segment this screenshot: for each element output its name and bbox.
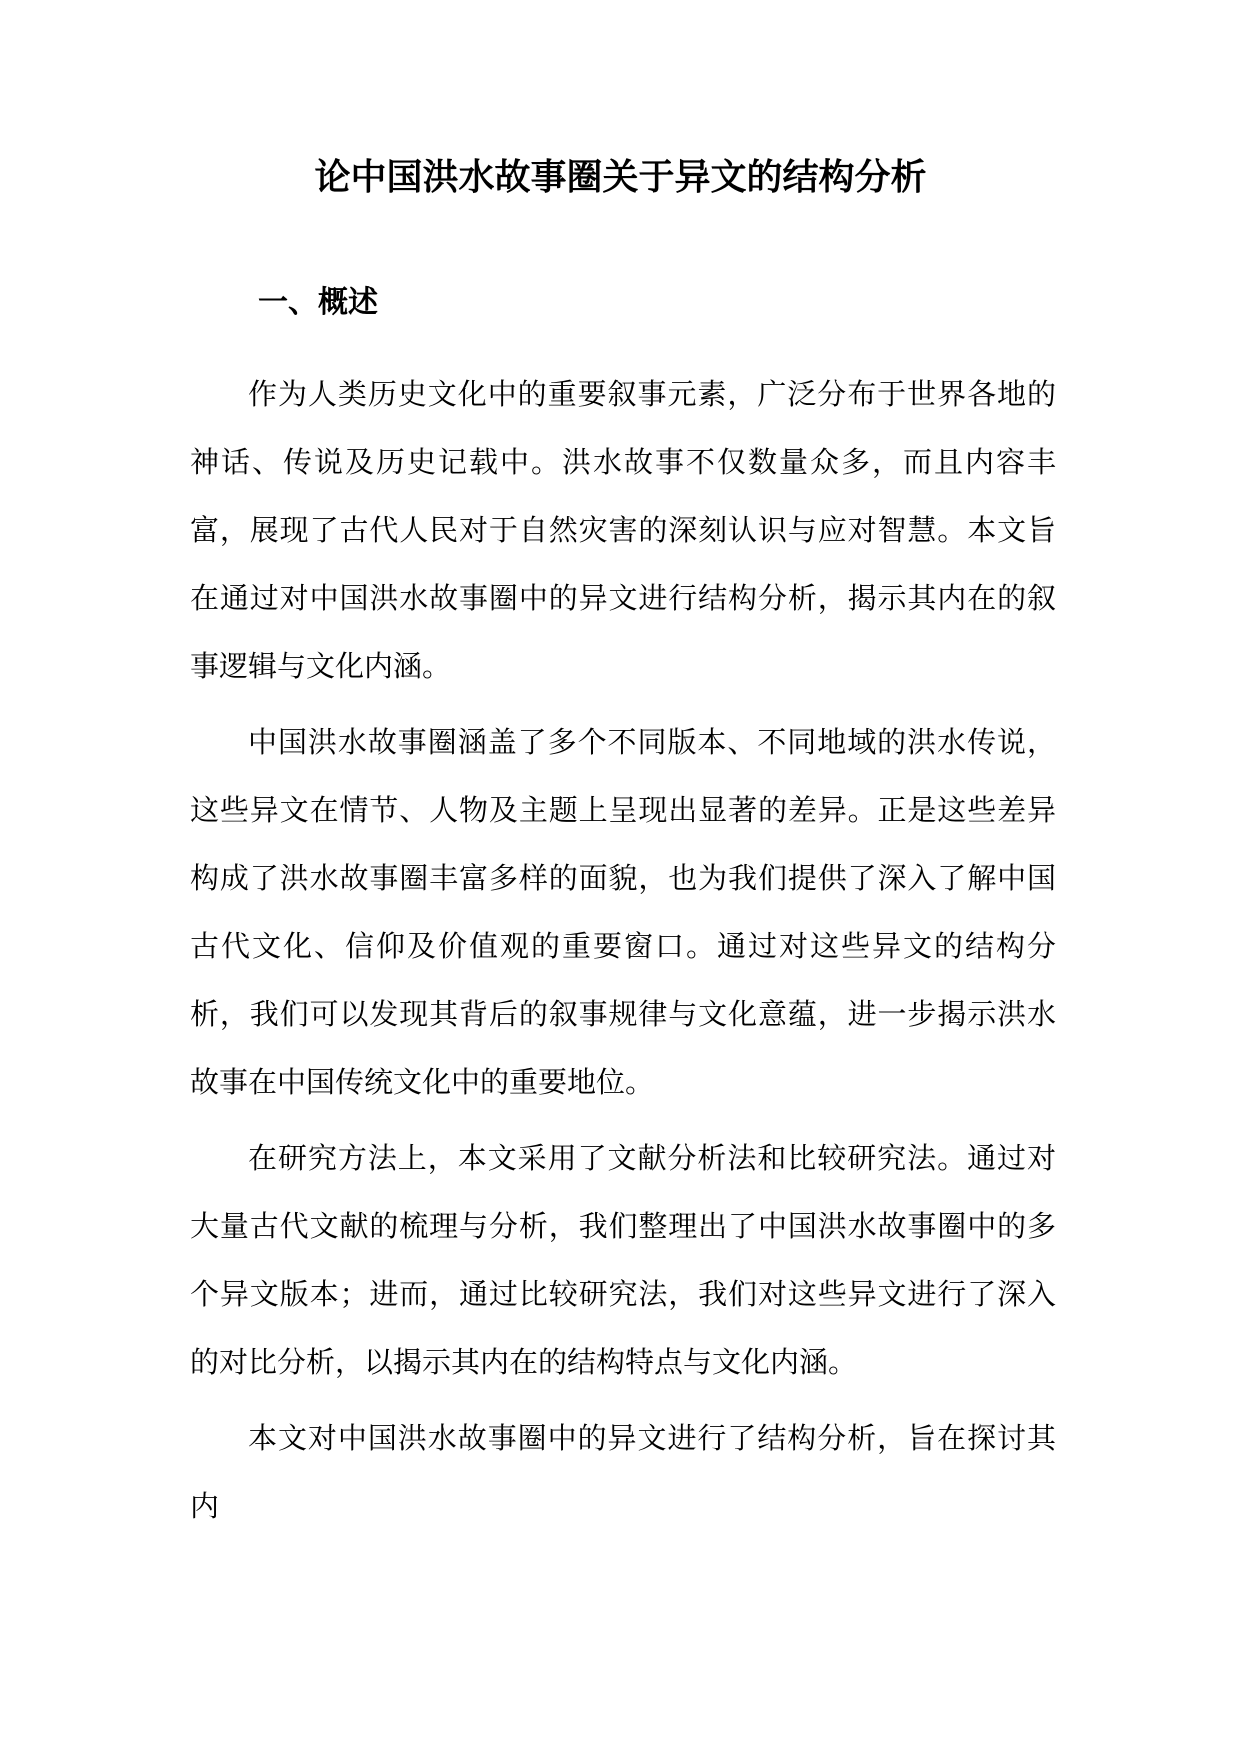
- paragraph: 本文对中国洪水故事圈中的异文进行了结构分析，旨在探讨其内: [190, 1421, 1056, 1523]
- paragraph: 在研究方法上，本文采用了文献分析法和比较研究法。通过对大量古代文献的梳理与分析，我们整理出了中国洪水故事圈中的多个异文版本；进而，通过比较研究法，我们对这些异文进行了深入的对比分析，以揭示其内在的结构特点与文化内涵。: [190, 1141, 1056, 1379]
- body-text: [190, 360, 1056, 1548]
- section-heading: 一、概述: [258, 285, 378, 320]
- paragraph: 作为人类历史文化中的重要叙事元素，广泛分布于世界各地的神话、传说及历史记载中。洪水故事不仅数量众多，而且内容丰富，展现了古代人民对于自然灾害的深刻认识与应对智慧。本文旨在通过对中国洪水故事圈中的异文进行结构分析，揭示其内在的叙事逻辑与文化内涵。: [190, 377, 1056, 683]
- paragraph: 中国洪水故事圈涵盖了多个不同版本、不同地域的洪水传说，这些异文在情节、人物及主题上呈现出显著的差异。正是这些差异构成了洪水故事圈丰富多样的面貌，也为我们提供了深入了解中国古代文化、信仰及价值观的重要窗口。通过对这些异文的结构分析，我们可以发现其背后的叙事规律与文化意蕴，进一步揭示洪水故事在中国传统文化中的重要地位。: [190, 725, 1056, 1099]
- document-title: 论中国洪水故事圈关于异文的结构分析: [314, 157, 927, 198]
